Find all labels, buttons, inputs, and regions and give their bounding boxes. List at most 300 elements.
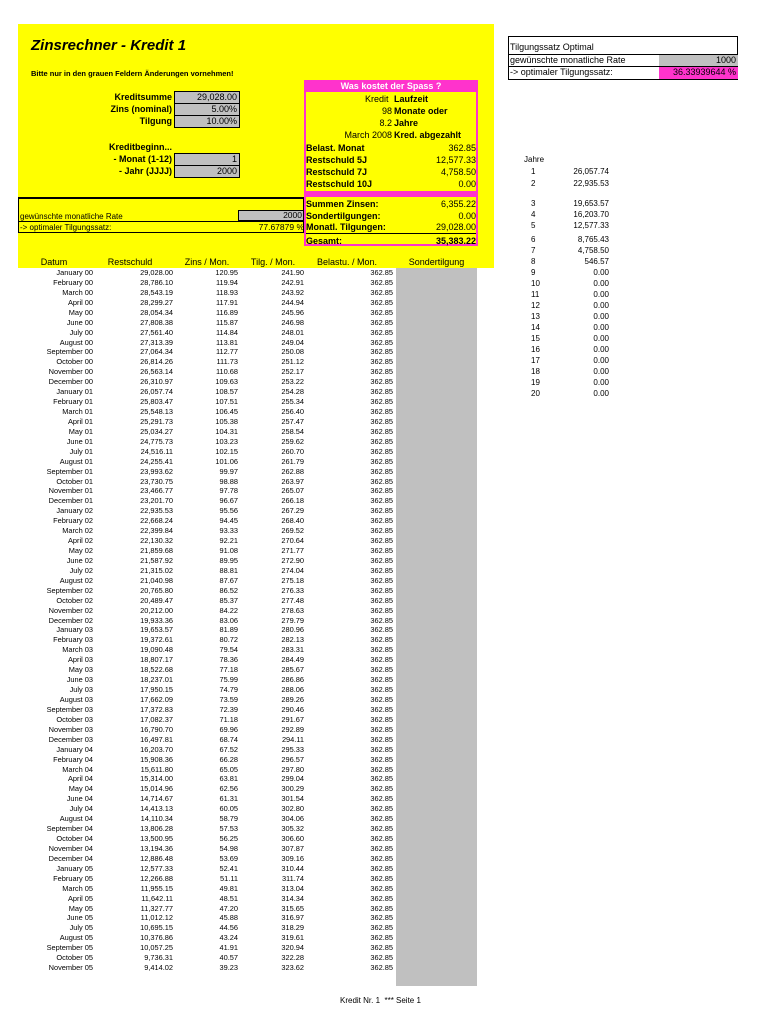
table-row [18, 625, 496, 635]
table-row [18, 745, 496, 755]
cell-datum: March 01 [62, 407, 93, 417]
cell-datum: May 00 [68, 307, 93, 317]
table-row [18, 616, 496, 626]
table-row [18, 278, 496, 288]
cell-belastung: 362.85 [370, 754, 393, 764]
cell-restschuld: 17,950.15 [140, 685, 173, 695]
cell-tilgung: 254.28 [281, 387, 304, 397]
table-row [18, 665, 496, 675]
cell-belastung: 362.85 [370, 714, 393, 724]
cell-zins: 54.98 [219, 843, 238, 853]
cell-datum: March 04 [62, 764, 93, 774]
table-row [18, 596, 496, 606]
cell-datum: August 00 [59, 337, 93, 347]
cell-zins: 106.45 [215, 407, 238, 417]
jahre-year: 9 [531, 268, 536, 277]
cell-belastung: 362.85 [370, 536, 393, 546]
table-row [18, 705, 496, 715]
cell-restschuld: 16,203.70 [140, 744, 173, 754]
cell-datum: November 03 [48, 724, 93, 734]
cell-datum: July 00 [69, 327, 93, 337]
cell-zins: 79.54 [219, 645, 238, 655]
cell-restschuld: 26,310.97 [140, 377, 173, 387]
cell-datum: May 05 [68, 903, 93, 913]
cell-tilgung: 259.62 [281, 436, 304, 446]
jahre-restschuld: 546.57 [584, 257, 609, 266]
cell-belastung: 362.85 [370, 625, 393, 635]
column-header-5: Sondertilgung [408, 257, 465, 267]
cell-restschuld: 12,577.33 [140, 863, 173, 873]
cell-datum: March 02 [62, 526, 93, 536]
cell-zins: 69.96 [219, 724, 238, 734]
cell-tilgung: 244.94 [281, 297, 304, 307]
cell-restschuld: 19,090.48 [140, 645, 173, 655]
cell-datum: November 00 [48, 367, 93, 377]
cell-tilgung: 261.79 [281, 456, 304, 466]
cell-tilgung: 280.96 [281, 625, 304, 635]
table-row [18, 397, 496, 407]
cell-tilgung: 304.06 [281, 814, 304, 824]
table-row [18, 328, 496, 338]
table-row [18, 318, 496, 328]
cell-belastung: 362.85 [370, 963, 393, 973]
belast-value: 362.85 [448, 143, 476, 153]
cell-restschuld: 9,414.02 [144, 963, 173, 973]
cell-datum: July 01 [69, 446, 93, 456]
cell-zins: 108.57 [215, 387, 238, 397]
jahre-year: 15 [531, 334, 540, 343]
cell-restschuld: 21,315.02 [140, 565, 173, 575]
cell-datum: July 02 [69, 565, 93, 575]
cell-zins: 58.79 [219, 814, 238, 824]
cell-tilgung: 282.13 [281, 635, 304, 645]
cell-restschuld: 22,935.53 [140, 506, 173, 516]
cell-restschuld: 27,808.38 [140, 317, 173, 327]
cell-zins: 56.25 [219, 834, 238, 843]
cell-zins: 96.67 [219, 496, 238, 506]
table-row [18, 765, 496, 775]
cell-belastung: 362.85 [370, 268, 393, 277]
instruction-note: Bitte nur in den grauen Feldern Änderungen vornehmen! [31, 69, 234, 78]
summary-divider [306, 191, 476, 197]
cell-datum: October 03 [56, 714, 93, 724]
cell-belastung: 362.85 [370, 307, 393, 317]
cell-datum: January 05 [56, 863, 93, 873]
cell-datum: February 01 [53, 397, 93, 407]
cell-zins: 44.56 [219, 923, 238, 933]
cell-tilgung: 279.79 [281, 615, 304, 625]
table-row [18, 834, 496, 844]
cell-zins: 73.59 [219, 694, 238, 704]
cell-zins: 98.88 [219, 476, 238, 486]
jahre-year: 13 [531, 312, 540, 321]
cell-restschuld: 12,886.48 [140, 853, 173, 863]
table-row [18, 884, 496, 894]
cell-restschuld: 28,054.34 [140, 307, 173, 317]
cell-tilgung: 276.33 [281, 585, 304, 595]
table-row [18, 963, 496, 973]
cell-belastung: 362.85 [370, 585, 393, 595]
cell-zins: 77.18 [219, 665, 238, 675]
table-row [18, 923, 496, 933]
cell-belastung: 362.85 [370, 506, 393, 516]
cell-tilgung: 295.33 [281, 744, 304, 754]
jahre-year: 19 [531, 378, 540, 387]
cell-zins: 53.69 [219, 853, 238, 863]
cell-tilgung: 300.29 [281, 784, 304, 794]
table-row [18, 407, 496, 417]
cell-datum: November 01 [48, 486, 93, 496]
cell-datum: September 02 [46, 585, 93, 595]
cell-tilgung: 260.70 [281, 446, 304, 456]
cell-belastung: 362.85 [370, 605, 393, 615]
cell-datum: April 00 [67, 297, 93, 307]
kreditsumme-field[interactable]: 29,028.00 [174, 91, 240, 104]
jahre-year: 6 [531, 235, 536, 244]
cell-datum: September 03 [46, 704, 93, 714]
cell-tilgung: 253.22 [281, 377, 304, 387]
cell-belastung: 362.85 [370, 804, 393, 814]
table-row [18, 715, 496, 725]
table-row [18, 755, 496, 765]
jahre-restschuld: 0.00 [593, 389, 609, 398]
cell-belastung: 362.85 [370, 933, 393, 943]
column-header-0: Datum [40, 257, 68, 267]
cell-tilgung: 314.34 [281, 893, 304, 903]
cell-datum: June 04 [66, 794, 93, 804]
cell-datum: October 05 [56, 953, 93, 963]
monate-value: 98 [381, 106, 392, 116]
cell-zins: 109.63 [215, 377, 238, 387]
table-row [18, 824, 496, 834]
cell-zins: 48.51 [219, 893, 238, 903]
cell-belastung: 362.85 [370, 913, 393, 923]
table-row [18, 417, 496, 427]
cell-belastung: 362.85 [370, 675, 393, 685]
optimal-opt-value: 36.33939644 % [672, 67, 736, 77]
cell-tilgung: 307.87 [281, 843, 304, 853]
table-row [18, 268, 496, 278]
cell-restschuld: 25,291.73 [140, 416, 173, 426]
cell-datum: March 03 [62, 645, 93, 655]
cell-tilgung: 268.40 [281, 516, 304, 526]
cell-zins: 85.37 [219, 595, 238, 605]
jahre-year: 5 [531, 221, 536, 230]
cell-zins: 72.39 [219, 704, 238, 714]
cell-tilgung: 278.63 [281, 605, 304, 615]
cell-zins: 68.74 [219, 734, 238, 744]
cell-restschuld: 25,034.27 [140, 426, 173, 436]
cell-belastung: 362.85 [370, 456, 393, 466]
cell-belastung: 362.85 [370, 337, 393, 347]
cell-belastung: 362.85 [370, 685, 393, 695]
rate-label: gewünschte monatliche Rate [20, 212, 123, 221]
cell-zins: 60.05 [219, 804, 238, 814]
cell-tilgung: 299.04 [281, 774, 304, 784]
table-row [18, 347, 496, 357]
jahre-restschuld: 0.00 [593, 268, 609, 277]
cell-tilgung: 313.04 [281, 883, 304, 893]
cell-belastung: 362.85 [370, 555, 393, 565]
cell-tilgung: 243.92 [281, 287, 304, 297]
cell-restschuld: 11,642.11 [141, 893, 173, 903]
cell-tilgung: 256.40 [281, 407, 304, 417]
table-row [18, 933, 496, 943]
table-row [18, 645, 496, 655]
cell-tilgung: 284.49 [281, 655, 304, 665]
cell-tilgung: 252.17 [281, 367, 304, 377]
jahre-year: 16 [531, 345, 540, 354]
jahre-restschuld: 26,057.74 [573, 167, 609, 176]
table-row [18, 338, 496, 348]
jahre-restschuld: 8,765.43 [577, 235, 609, 244]
cell-restschuld: 18,522.68 [140, 665, 173, 675]
cell-zins: 75.99 [219, 675, 238, 685]
cell-tilgung: 291.67 [281, 714, 304, 724]
cell-belastung: 362.85 [370, 873, 393, 883]
table-row [18, 774, 496, 784]
cell-tilgung: 241.90 [281, 268, 304, 277]
cell-tilgung: 274.04 [281, 565, 304, 575]
cell-belastung: 362.85 [370, 953, 393, 963]
table-row [18, 566, 496, 576]
cell-tilgung: 292.89 [281, 724, 304, 734]
table-row [18, 516, 496, 526]
cell-datum: August 01 [59, 456, 93, 466]
cell-datum: March 05 [62, 883, 93, 893]
jahre-year: 7 [531, 246, 536, 255]
cell-zins: 87.67 [219, 575, 238, 585]
cell-datum: January 03 [56, 625, 93, 635]
cell-datum: October 01 [56, 476, 93, 486]
cell-datum: June 00 [66, 317, 93, 327]
page-footer: Kredit Nr. 1 *** Seite 1 [340, 996, 421, 1005]
end-label: Kred. abgezahlt [394, 130, 462, 140]
cell-zins: 62.56 [219, 784, 238, 794]
cell-zins: 88.81 [219, 565, 238, 575]
table-row [18, 496, 496, 506]
cell-datum: April 04 [67, 774, 93, 784]
jahre-year: 1 [531, 167, 536, 176]
table-row [18, 447, 496, 457]
rest5-label: Restschuld 5J [306, 155, 368, 165]
table-row [18, 586, 496, 596]
cell-datum: February 03 [53, 635, 93, 645]
cell-belastung: 362.85 [370, 843, 393, 853]
cell-restschuld: 22,130.32 [140, 536, 173, 546]
cell-zins: 89.95 [219, 555, 238, 565]
cell-datum: September 04 [46, 824, 93, 834]
end-date: March 2008 [344, 130, 392, 140]
cell-tilgung: 320.94 [281, 943, 304, 953]
cell-restschuld: 26,563.14 [140, 367, 173, 377]
jahre-restschuld: 0.00 [593, 279, 609, 288]
cell-zins: 107.51 [215, 397, 238, 407]
table-row [18, 437, 496, 447]
cell-belastung: 362.85 [370, 724, 393, 734]
cell-tilgung: 262.88 [281, 466, 304, 476]
cell-tilgung: 283.31 [281, 645, 304, 655]
cell-zins: 74.79 [219, 685, 238, 695]
cell-belastung: 362.85 [370, 426, 393, 436]
cell-restschuld: 21,859.68 [140, 546, 173, 556]
cell-datum: June 02 [66, 555, 93, 565]
cell-datum: October 02 [56, 595, 93, 605]
cell-tilgung: 271.77 [281, 546, 304, 556]
jahre-restschuld: 4,758.50 [577, 246, 609, 255]
jahre-year: 12 [531, 301, 540, 310]
cell-belastung: 362.85 [370, 416, 393, 426]
jahre-restschuld: 0.00 [593, 290, 609, 299]
cell-belastung: 362.85 [370, 317, 393, 327]
cell-belastung: 362.85 [370, 496, 393, 506]
cell-datum: December 02 [48, 615, 93, 625]
cell-belastung: 362.85 [370, 486, 393, 496]
table-row [18, 546, 496, 556]
table-row [18, 804, 496, 814]
cell-zins: 94.45 [219, 516, 238, 526]
cell-zins: 40.57 [219, 953, 238, 963]
zinsen-label: Summen Zinsen: [306, 199, 379, 209]
belast-label: Belast. Monat [306, 143, 365, 153]
cell-datum: January 01 [56, 387, 93, 397]
cell-datum: December 03 [48, 734, 93, 744]
cell-datum: May 01 [68, 426, 93, 436]
cell-zins: 83.06 [219, 615, 238, 625]
cell-restschuld: 24,516.11 [140, 446, 173, 456]
tilgung-label: Tilgung [139, 116, 172, 126]
cell-belastung: 362.85 [370, 764, 393, 774]
gesamt-label: Gesamt: [306, 236, 343, 246]
cell-tilgung: 323.62 [281, 963, 304, 973]
cell-belastung: 362.85 [370, 446, 393, 456]
gesamt-value: 35,383.22 [435, 236, 476, 246]
cell-belastung: 362.85 [370, 565, 393, 575]
cell-tilgung: 302.80 [281, 804, 304, 814]
cell-restschuld: 11,327.77 [140, 903, 173, 913]
cell-zins: 39.23 [219, 963, 238, 973]
cell-tilgung: 297.80 [281, 764, 304, 774]
optimal-rate-label: gewünschte monatliche Rate [510, 55, 626, 65]
jahre-restschuld: 19,653.57 [573, 199, 609, 208]
cell-tilgung: 301.54 [281, 794, 304, 804]
cell-zins: 92.21 [219, 536, 238, 546]
cell-restschuld: 13,194.36 [140, 843, 173, 853]
cell-datum: November 05 [48, 963, 93, 973]
cell-restschuld: 9,736.31 [144, 953, 173, 963]
cell-datum: December 00 [48, 377, 93, 387]
zins-field[interactable]: 5.00% [174, 103, 240, 116]
cell-restschuld: 13,806.28 [140, 824, 173, 834]
sonder-value: 0.00 [458, 211, 476, 221]
cell-datum: January 02 [56, 506, 93, 516]
cell-datum: August 04 [59, 814, 93, 824]
cell-datum: July 05 [69, 923, 93, 933]
cell-zins: 115.87 [215, 317, 238, 327]
cell-belastung: 362.85 [370, 615, 393, 625]
cell-belastung: 362.85 [370, 377, 393, 387]
rate-value: 2000 [283, 210, 302, 220]
cell-datum: October 00 [56, 357, 93, 367]
cell-zins: 110.68 [215, 367, 238, 377]
monate-label: Monate oder [394, 106, 448, 116]
cell-restschuld: 17,372.83 [140, 704, 173, 714]
cell-tilgung: 288.06 [281, 685, 304, 695]
cell-belastung: 362.85 [370, 367, 393, 377]
monat-field[interactable]: 1 [174, 153, 240, 166]
cell-datum: June 05 [66, 913, 93, 923]
cell-restschuld: 15,908.36 [140, 754, 173, 764]
jahre-year: 3 [531, 199, 536, 208]
gesamt-divider [306, 233, 476, 234]
cell-belastung: 362.85 [370, 297, 393, 307]
tilgung-field[interactable]: 10.00% [174, 115, 240, 128]
cell-belastung: 362.85 [370, 327, 393, 337]
cell-restschuld: 15,611.80 [140, 764, 173, 774]
cell-restschuld: 28,543.19 [140, 287, 173, 297]
cell-restschuld: 21,040.98 [140, 575, 173, 585]
cell-belastung: 362.85 [370, 436, 393, 446]
jahre-year: 4 [531, 210, 536, 219]
jahre-year: 18 [531, 367, 540, 376]
cell-belastung: 362.85 [370, 397, 393, 407]
cell-belastung: 362.85 [370, 814, 393, 824]
cell-belastung: 362.85 [370, 824, 393, 834]
cell-restschuld: 23,730.75 [140, 476, 173, 486]
cell-belastung: 362.85 [370, 635, 393, 645]
cell-belastung: 362.85 [370, 734, 393, 744]
cell-datum: November 04 [48, 843, 93, 853]
table-row [18, 864, 496, 874]
cell-datum: August 02 [59, 575, 93, 585]
table-row [18, 854, 496, 864]
page-title: Zinsrechner - Kredit 1 [31, 37, 187, 54]
cell-datum: September 05 [46, 943, 93, 953]
cell-belastung: 362.85 [370, 357, 393, 367]
cell-datum: October 04 [56, 834, 93, 843]
cell-datum: November 02 [48, 605, 93, 615]
cell-belastung: 362.85 [370, 546, 393, 556]
cell-datum: April 03 [67, 655, 93, 665]
cell-belastung: 362.85 [370, 893, 393, 903]
jahre-restschuld: 0.00 [593, 345, 609, 354]
table-row [18, 556, 496, 566]
cell-tilgung: 258.54 [281, 426, 304, 436]
cell-tilgung: 275.18 [281, 575, 304, 585]
cell-datum: January 00 [56, 268, 93, 277]
cell-restschuld: 24,255.41 [140, 456, 173, 466]
table-row [18, 288, 496, 298]
jahr-field[interactable]: 2000 [174, 165, 240, 178]
jahre-year: 2 [531, 179, 536, 188]
cell-zins: 103.23 [215, 436, 238, 446]
cell-tilgung: 269.52 [281, 526, 304, 536]
cell-zins: 84.22 [219, 605, 238, 615]
table-row [18, 576, 496, 586]
cell-restschuld: 26,057.74 [140, 387, 173, 397]
cell-tilgung: 310.44 [281, 863, 304, 873]
table-row [18, 367, 496, 377]
cell-belastung: 362.85 [370, 694, 393, 704]
cell-restschuld: 20,489.47 [140, 595, 173, 605]
kreditsumme-label: Kreditsumme [114, 92, 172, 102]
cell-belastung: 362.85 [370, 774, 393, 784]
cell-tilgung: 315.65 [281, 903, 304, 913]
jahre-restschuld: 12,577.33 [573, 221, 609, 230]
cell-belastung: 362.85 [370, 516, 393, 526]
cell-restschuld: 12,266.88 [140, 873, 173, 883]
table-row [18, 486, 496, 496]
